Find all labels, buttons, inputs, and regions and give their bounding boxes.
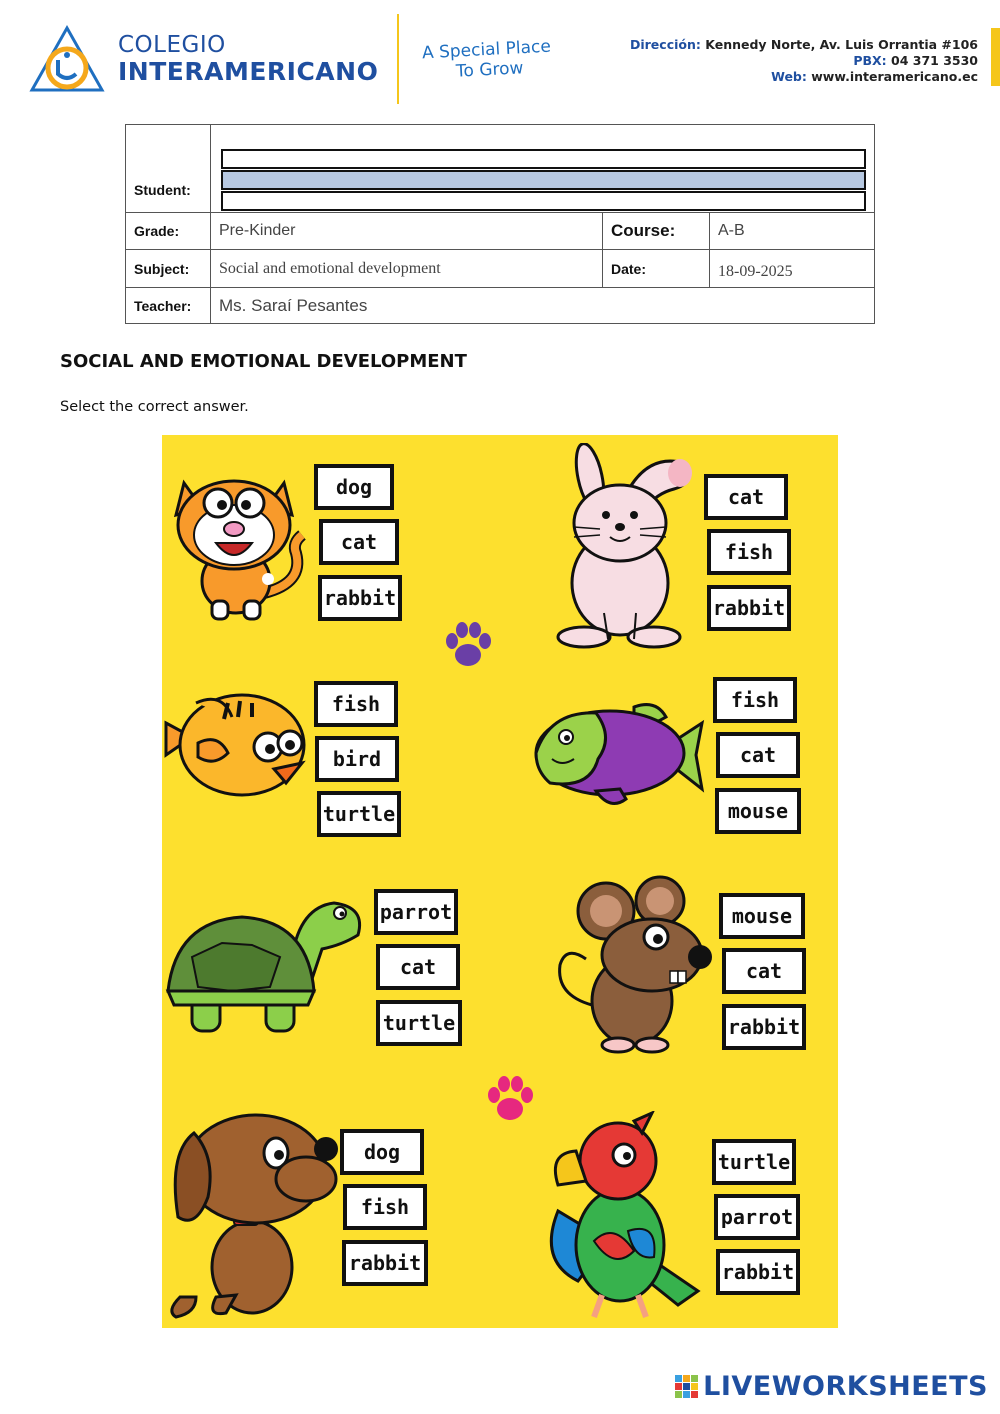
student-field-line-3	[221, 191, 866, 211]
address-label: Dirección:	[629, 37, 701, 52]
edge-accent-bar	[991, 28, 1000, 86]
liveworksheets-mark-icon	[675, 1375, 699, 1399]
option-button[interactable]: fish	[314, 681, 398, 727]
grade-label: Grade:	[126, 213, 211, 250]
phone-label: PBX:	[853, 53, 887, 68]
option-button[interactable]: rabbit	[342, 1240, 428, 1286]
turtle-icon	[162, 887, 366, 1039]
dog-icon	[166, 1107, 344, 1319]
course-label: Course:	[603, 213, 710, 250]
option-button[interactable]: rabbit	[722, 1004, 806, 1050]
mouse-icon	[552, 875, 714, 1055]
liveworksheets-brand: LIVEWORKSHEETS	[703, 1371, 988, 1402]
teacher-label: Teacher:	[126, 288, 211, 324]
section-title: SOCIAL AND EMOTIONAL DEVELOPMENT	[60, 351, 467, 372]
option-button[interactable]: cat	[716, 732, 800, 778]
option-button[interactable]: fish	[707, 529, 791, 575]
option-button[interactable]: dog	[340, 1129, 424, 1175]
paw-print-icon	[484, 1075, 536, 1125]
student-cell	[211, 125, 875, 213]
animal-quiz-panel	[162, 435, 838, 1328]
option-button[interactable]: turtle	[376, 1000, 462, 1046]
option-button[interactable]: cat	[722, 948, 806, 994]
student-name-field[interactable]	[219, 125, 866, 187]
rabbit-icon	[554, 443, 696, 649]
parrot-icon	[538, 1111, 714, 1321]
header-divider	[397, 14, 399, 104]
option-button[interactable]: cat	[704, 474, 788, 520]
option-button[interactable]: parrot	[374, 889, 458, 935]
web-value: www.interamericano.ec	[811, 69, 978, 84]
option-button[interactable]: turtle	[317, 791, 401, 837]
fish-icon	[530, 693, 706, 815]
subject-value: Social and emotional development	[211, 250, 603, 288]
student-name-input[interactable]	[221, 170, 866, 190]
address-line	[630, 37, 978, 52]
option-button[interactable]: rabbit	[707, 585, 791, 631]
student-field-line-1	[221, 149, 866, 169]
subject-label: Subject:	[126, 250, 211, 288]
cat-icon	[164, 463, 312, 623]
bird-icon	[162, 683, 310, 799]
date-value: 18-09-2025	[710, 250, 875, 288]
option-button[interactable]: dog	[314, 464, 394, 510]
option-button[interactable]: mouse	[719, 893, 805, 939]
option-button[interactable]: cat	[376, 944, 460, 990]
paw-print-icon	[442, 621, 494, 671]
school-name-line1: COLEGIO	[118, 32, 226, 58]
instructions: Select the correct answer.	[60, 399, 249, 415]
option-button[interactable]: fish	[713, 677, 797, 723]
student-info-table	[125, 124, 875, 324]
option-button[interactable]: mouse	[715, 788, 801, 834]
date-label: Date:	[603, 250, 710, 288]
student-label: Student:	[126, 125, 211, 213]
teacher-value: Ms. Saraí Pesantes	[211, 288, 875, 324]
address-value: Kennedy Norte, Av. Luis Orrantia #106	[705, 37, 978, 52]
tagline-line2: To Grow	[455, 58, 524, 82]
school-name-line2: INTERAMERICANO	[118, 57, 379, 86]
liveworksheets-logo	[675, 1371, 988, 1402]
web-label: Web:	[771, 69, 807, 84]
phone-value: 04 371 3530	[891, 53, 978, 68]
grade-value: Pre-Kinder	[211, 213, 603, 250]
option-button[interactable]: fish	[343, 1184, 427, 1230]
phone-line	[853, 53, 978, 68]
option-button[interactable]: cat	[319, 519, 399, 565]
option-button[interactable]: parrot	[714, 1194, 800, 1240]
option-button[interactable]: rabbit	[716, 1249, 800, 1295]
school-logo-icon	[28, 24, 106, 96]
option-button[interactable]: turtle	[712, 1139, 796, 1185]
web-line	[771, 69, 978, 84]
course-value: A-B	[710, 213, 875, 250]
tagline-line1: A Special Place	[421, 36, 552, 64]
option-button[interactable]: rabbit	[318, 575, 402, 621]
option-button[interactable]: bird	[315, 736, 399, 782]
